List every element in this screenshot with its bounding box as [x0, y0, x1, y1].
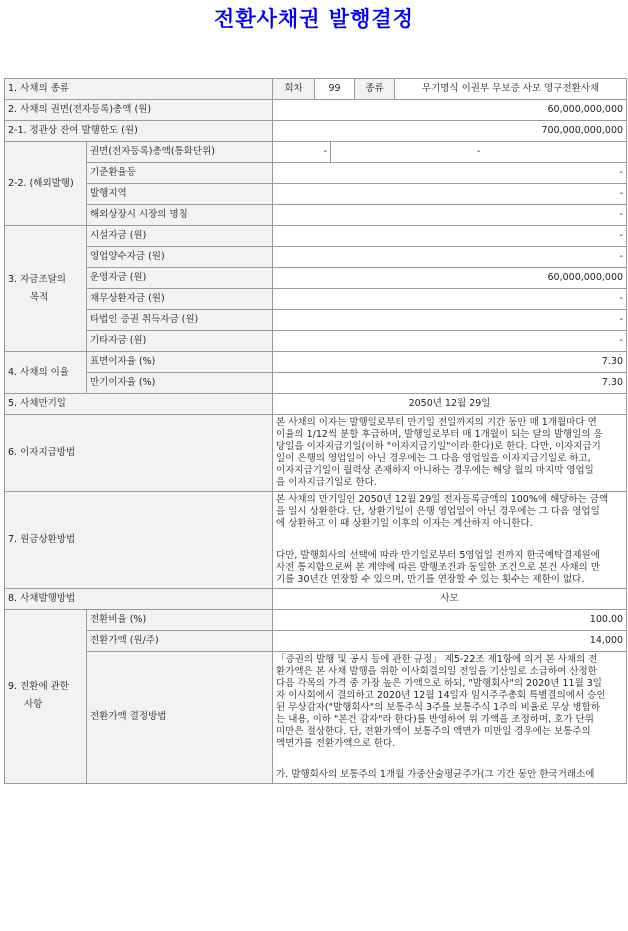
coupon-label: 표면이자율 (%) [87, 352, 273, 373]
row-funding-acquisition [5, 247, 627, 268]
text-line: 다만, 발행회사의 선택에 따라 만기일로부터 5영업일 전까지 한국예탁결제원에 [276, 549, 600, 561]
bond-type-label: 1. 사채의 종류 [5, 79, 273, 100]
maturity-date-value: 2050년 12월 29일 [273, 394, 627, 415]
price-label: 전환가액 (원/주) [87, 630, 273, 651]
row-funding-operating [5, 268, 627, 289]
row-overseas-exchange [5, 205, 627, 226]
text-line: 다음 각목의 가격 중 가장 높은 가액으로 하되, "발행회사"의 2020년 11월 3일 [276, 677, 602, 689]
ratio-label: 전환비율 (%) [87, 609, 273, 630]
exchange-value: - [273, 205, 627, 226]
region-value: - [273, 184, 627, 205]
securities-value: - [273, 310, 627, 331]
row-maturity-date [5, 394, 627, 415]
row-bond-type [5, 79, 627, 100]
series-value: 99 [315, 79, 355, 100]
region-label: 발행지역 [87, 184, 273, 205]
row-funding-facility [5, 226, 627, 247]
row-conversion-ratio [5, 609, 627, 630]
limit-value: 700,000,000,000 [273, 121, 627, 142]
row-funding-debt [5, 289, 627, 310]
disclosure-table [4, 78, 627, 784]
row-overseas-rate [5, 163, 627, 184]
row-overseas-face [5, 142, 627, 163]
overseas-label: 2-2. (해외발행) [5, 142, 87, 226]
text-line: 자 이사회에서 결의하고 2020년 12월 14일자 임시주주총회 특별결의에서 승인 [276, 689, 606, 701]
text-line: 이율의 1/12씩 분할 후급하며, 발행일로부터 매 1개월이 되는 달의 발행일의 응 [276, 429, 603, 440]
text-line: 기를 30년간 연장할 수 있으며, 만기를 연장할 수 있는 횟수는 제한이 없다. [276, 573, 585, 585]
kind-label: 종류 [355, 79, 395, 100]
text-line: 이자지급기일이 월력상 존재하지 아니하는 경우에는 해당 월의 마지막 영업일 [276, 465, 594, 476]
text-line: 가. 발행회사의 보통주의 1개월 가중산술평균주가(그 기간 동안 한국거래소에 [276, 769, 595, 780]
principal-repayment-label: 7. 원금상환방법 [5, 492, 273, 589]
operating-value: 60,000,000,000 [273, 268, 627, 289]
exchange-rate-value: - [273, 163, 627, 184]
facility-label: 시설자금 (원) [87, 226, 273, 247]
method-text [273, 651, 627, 784]
exchange-label: 해외상장시 시장의 명칭 [87, 205, 273, 226]
acquisition-label: 영업양수자금 (원) [87, 247, 273, 268]
facility-value: - [273, 226, 627, 247]
row-face-total [5, 100, 627, 121]
issue-method-label: 8. 사채발행방법 [5, 588, 273, 609]
row-interest-maturity [5, 373, 627, 394]
text-line: 당일을 이자지급기일(이하 "이자지급기일"이라 한다)로 한다. 다만, 이자지급기 [276, 441, 601, 452]
maturity-date-label: 5. 사채만기일 [5, 394, 273, 415]
maturity-rate-value: 7.30 [273, 373, 627, 394]
acquisition-value: - [273, 247, 627, 268]
interest-payment-text [273, 415, 627, 492]
text-line: 미만은 절상한다. 단, 전환가액이 보통주의 액면가 미만일 경우에는 보통주의 [276, 725, 591, 737]
interest-label: 4. 사채의 이율 [5, 352, 87, 394]
debt-value: - [273, 289, 627, 310]
method-label: 전환가액 결정방법 [87, 651, 273, 784]
text-line: 을 일시 상환한다. 단, 상환기일이 은행 영업일이 아닌 경우에는 그 다음 영업일 [276, 506, 600, 517]
row-issue-method [5, 588, 627, 609]
debt-label: 채무상환자금 (원) [87, 289, 273, 310]
coupon-value: 7.30 [273, 352, 627, 373]
face-total-value: 60,000,000,000 [273, 100, 627, 121]
limit-label: 2-1. 정관상 잔여 발행한도 (원) [5, 121, 273, 142]
operating-label: 운영자금 (원) [87, 268, 273, 289]
other-value: - [273, 331, 627, 352]
funding-label [5, 226, 87, 352]
text-line: 「증권의 발행 및 공시 등에 관한 규정」 제5-22조 제1항에 의거 본 사채의 전 [276, 653, 598, 665]
text-line: 본 사채의 이자는 발행일로부터 만기일 전일까지의 기간 동안 매 1개월마다 연 [276, 417, 597, 428]
row-interest-coupon [5, 352, 627, 373]
face-total-label: 2. 사채의 권면(전자등록)총액 (원) [5, 100, 273, 121]
kind-value: 무기명식 이권부 무보증 사모 영구전환사채 [395, 79, 627, 100]
maturity-rate-label: 만기이자율 (%) [87, 373, 273, 394]
conversion-label-line1: 9. 전환에 관한 [8, 681, 69, 693]
text-line: 환가액은 본 사채 발행을 위한 이사회결의일 전일을 기산일로 소급하여 산정한 [276, 665, 597, 677]
overseas-face-label: 권면(전자등록)총액(통화단위) [87, 142, 273, 163]
funding-label-line2: 목적 [30, 291, 49, 303]
row-conversion-method [5, 651, 627, 784]
row-principal-repayment [5, 492, 627, 589]
row-funding-securities [5, 310, 627, 331]
text-line: 본 사채의 만기일인 2050년 12월 29일 전자등록금액의 100%에 해당하는 금액 [276, 494, 609, 505]
text-line: 액면가를 전환가액으로 한다. [276, 737, 396, 749]
page-title: 전환사채권 발행결정 [214, 6, 414, 31]
overseas-face-value1: - [273, 142, 331, 163]
row-overseas-region [5, 184, 627, 205]
row-funding-other [5, 331, 627, 352]
text-line: 된 무상감자("발행회사"의 보통주식 3주를 보통주식 1주의 비율로 무상 병합하 [276, 701, 601, 713]
securities-label: 타법인 증권 취득자금 (원) [87, 310, 273, 331]
price-value: 14,000 [273, 630, 627, 651]
text-line: 을 이자지급기일로 한다. [276, 477, 377, 488]
text-line: 일이 은행의 영업일이 아닌 경우에는 그 다음 영업일을 이자지급기일로 하고, [276, 453, 591, 464]
conversion-label-line2: 사항 [24, 699, 43, 711]
ratio-value: 100.00 [273, 609, 627, 630]
row-interest-payment [5, 415, 627, 492]
row-conversion-price [5, 630, 627, 651]
exchange-rate-label: 기준환율등 [87, 163, 273, 184]
interest-payment-label: 6. 이자지급방법 [5, 415, 273, 492]
text-line: 에 상환하고 이 때 상환기일 이후의 이자는 계산하지 아니한다. [276, 518, 533, 529]
series-label: 회차 [273, 79, 315, 100]
row-limit [5, 121, 627, 142]
text-line: 는 내용, 이하 "본건 감자"라 한다)를 반영하여 위 가액을 조정하며, 호가 단위 [276, 713, 594, 725]
overseas-face-value2: - [331, 142, 627, 163]
other-label: 기타자금 (원) [87, 331, 273, 352]
conversion-label [5, 609, 87, 784]
issue-method-value: 사모 [273, 588, 627, 609]
principal-repayment-text [273, 492, 627, 589]
funding-label-line1: 3. 자금조달의 [8, 273, 66, 285]
text-line: 사전 통지함으로써 본 계약에 따른 발행조건과 동일한 조건으로 본건 사채의 만 [276, 561, 600, 573]
